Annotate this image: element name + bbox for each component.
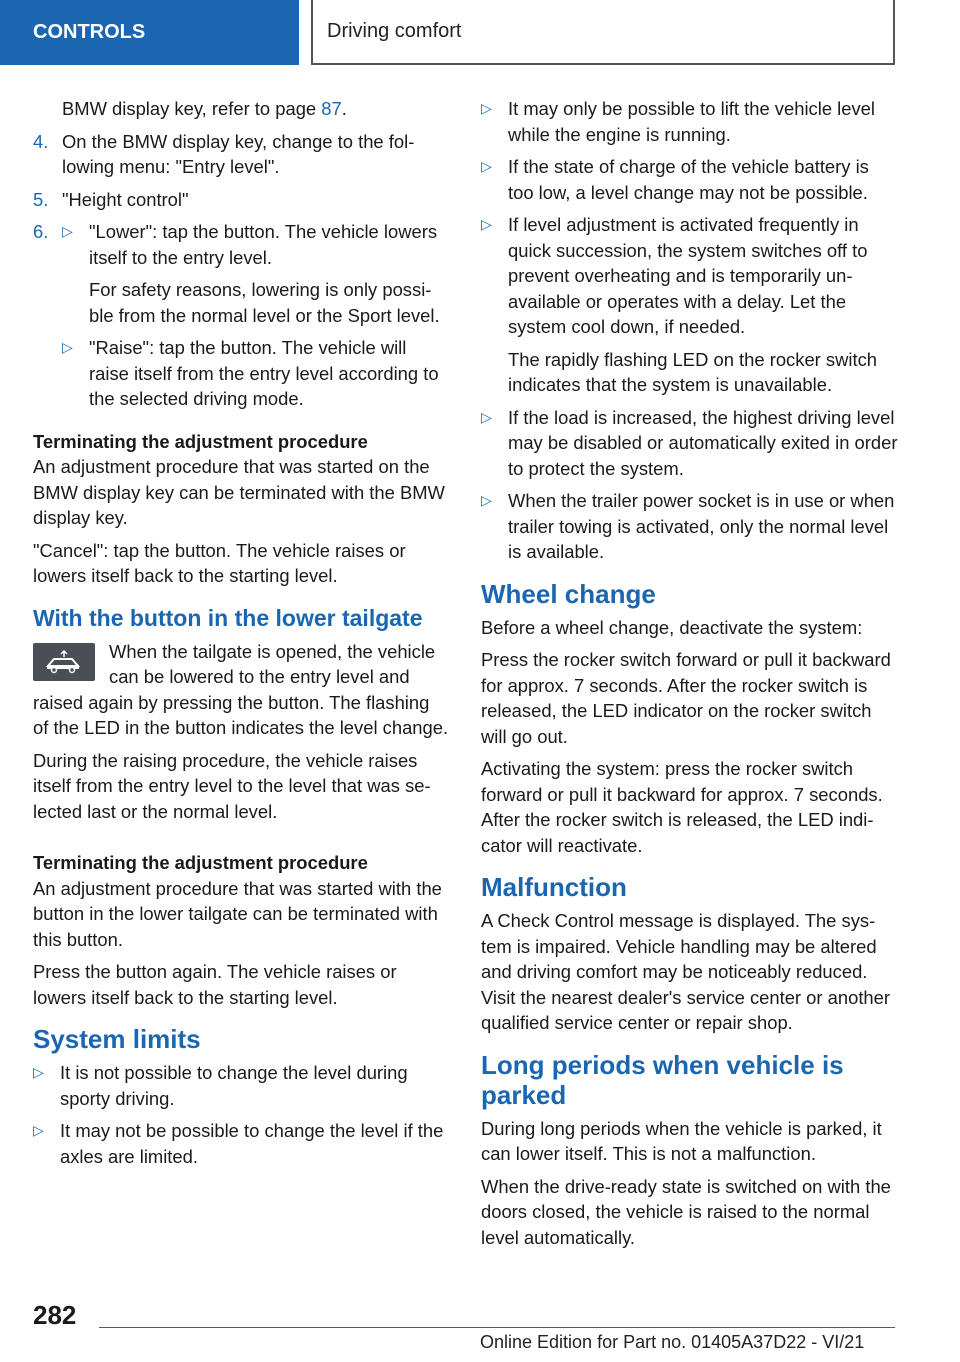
paragraph: During long periods when the vehicle is parked, it can lower itself. This is not a malfunction. — [481, 1117, 882, 1164]
section-heading: Wheel change — [481, 578, 656, 609]
section-heading: Malfunction — [481, 872, 627, 902]
step-item — [33, 129, 449, 180]
list-item — [33, 1118, 449, 1169]
bullet-text: If the load is increased, the highest driving level may be disabled or automatically exited in order to protect the system. — [508, 406, 898, 479]
section-tab — [0, 0, 299, 65]
paragraph: A Check Control message is displayed. The system is impaired. Vehicle handling may be altered and driving comfort may be noticeably reduced. Visit the nearest dealer's service center or another qualified service center or repair shop. — [481, 910, 891, 1033]
bullet-triangle-icon: ▷ — [33, 1122, 44, 1138]
bullet-extra-text: The rapidly flashing LED on the rocker switch indicates that the system is unavailable. — [508, 348, 878, 395]
bullet-text: If level adjustment is activated frequently in quick succession, the system switches off to prevent overheating and is temporarily unavailable or operates with a delay. Let the system cool down, if needed. — [508, 214, 868, 337]
step-number: 5. — [33, 188, 49, 210]
section-heading: Long periods when vehicle is parked — [481, 1049, 844, 1110]
bullet-text: It may not be possible to change the level if the axles are limited. — [60, 1120, 444, 1167]
bullet-triangle-icon: ▷ — [481, 100, 492, 116]
bullet-extra-text: For safety reasons, lowering is only possible from the normal level or the Sport level. — [89, 279, 440, 326]
step-text: "Height control" — [62, 188, 189, 210]
step-6-bullets — [62, 219, 449, 419]
paragraph: Before a wheel change, deactivate the system: — [481, 616, 863, 638]
paragraph: When the drive-ready state is switched on with the doors closed, the vehicle is raised to the normal level automatically. — [481, 1175, 891, 1248]
bullet-triangle-icon: ▷ — [481, 492, 492, 508]
list-item — [481, 212, 899, 398]
section-heading: With the button in the lower tailgate — [33, 604, 423, 631]
bullet-text: "Lower": tap the button. The vehicle lowers itself to the entry level. — [89, 221, 438, 268]
bullet-text: It may only be possible to lift the vehicle level while the engine is running. — [508, 98, 875, 145]
step-item — [33, 219, 449, 419]
bullet-triangle-icon: ▷ — [62, 223, 73, 239]
subheading: Terminating the adjustment procedure — [33, 430, 368, 452]
car-lift-icon — [33, 643, 95, 681]
page-link[interactable]: 87 — [321, 98, 342, 119]
list-item — [62, 219, 449, 328]
paragraph: An adjustment procedure that was started on the BMW display key can be terminated with the BMW display key. — [33, 456, 445, 528]
bullet-triangle-icon: ▷ — [481, 158, 492, 174]
footer-divider — [99, 1327, 895, 1328]
bullet-triangle-icon: ▷ — [33, 1064, 44, 1080]
bullet-text: "Raise": tap the button. The vehicle will raise itself from the entry level according to the selected driving mode. — [89, 337, 439, 409]
section-heading: System limits — [33, 1024, 201, 1054]
intro-paragraph: BMW display key, refer to page 87. — [62, 98, 347, 119]
step-number: 4. — [33, 130, 49, 152]
bullet-triangle-icon: ▷ — [481, 408, 492, 425]
subheading: Terminating the adjustment procedure — [33, 852, 368, 873]
chapter-tab — [311, 0, 895, 65]
paragraph: "Cancel": tap the button. The vehicle raises or lowers itself back to the starting level. — [33, 539, 406, 586]
bullet-triangle-icon: ▷ — [62, 339, 73, 355]
paragraph: Activating the system: press the rocker switch forward or pull it backward for approx. 7 seconds. After the rocker switch is released, the LED indicator will reactivate. — [481, 758, 883, 856]
step-number: 6. — [33, 221, 49, 242]
bullet-triangle-icon: ▷ — [481, 216, 492, 232]
paragraph: Press the button again. The vehicle raises or lowers itself back to the starting level. — [33, 961, 397, 1008]
bullet-text: When the trailer power socket is in use or when trailer towing is activated, only the normal level is available. — [508, 490, 895, 562]
list-item — [481, 96, 899, 147]
bullet-text: If the state of charge of the vehicle battery is too low, a level change may not be possible. — [508, 156, 869, 203]
chapter-title: Driving comfort — [327, 20, 462, 42]
bullet-text: It is not possible to change the level during sporty driving. — [60, 1062, 408, 1109]
list-item — [481, 405, 899, 482]
right-column — [481, 96, 899, 1257]
step-text: On the BMW display key, change to the following menu: "Entry level". — [62, 130, 415, 177]
paragraph: Press the rocker switch forward or pull it backward for approx. 7 seconds. After the rocker switch is released, the LED indicator on the rocker switch will go out. — [481, 649, 891, 747]
list-item — [62, 335, 449, 412]
paragraph: During the raising procedure, the vehicle raises itself from the entry level to the level that was selected last or the normal level. — [33, 749, 431, 822]
paragraph — [33, 639, 449, 741]
page-number: 282 — [33, 1300, 77, 1330]
list-item — [481, 154, 899, 205]
step-item — [33, 187, 449, 213]
section-title: CONTROLS — [33, 21, 146, 43]
edition-footer: Online Edition for Part no. 01405A37D22 - VI/21 — [480, 1332, 865, 1352]
left-column — [33, 96, 449, 1176]
tailgate-text: When the tailgate is opened, the vehicle can be lowered to the entry level and raised again by pressing the button. The flashing of the LED in the button indicates the level change. — [33, 640, 449, 738]
paragraph: An adjustment procedure that was started with the button in the lower tailgate can be terminated with this button. — [33, 877, 442, 950]
list-item — [481, 488, 899, 565]
list-item — [33, 1060, 449, 1111]
